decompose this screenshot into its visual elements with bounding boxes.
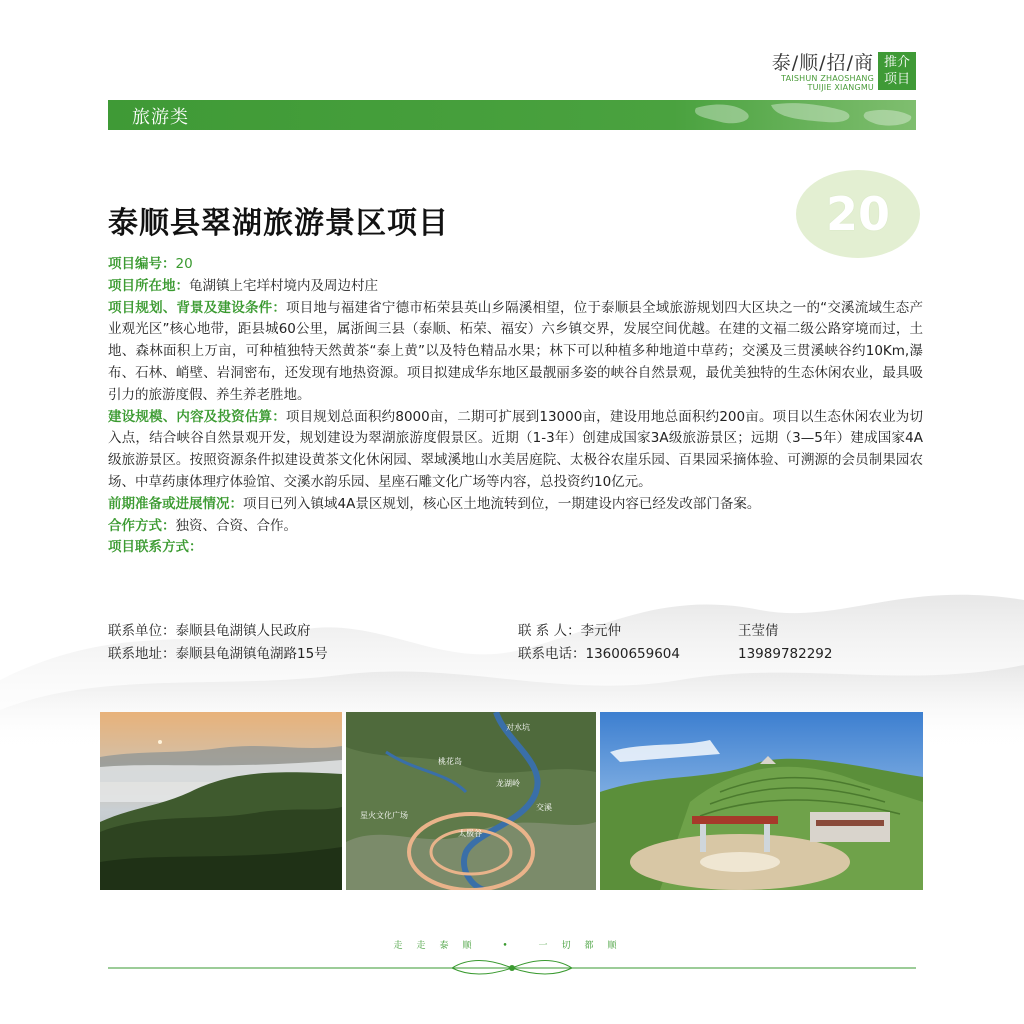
field-cooperation: 合作方式：独资、合资、合作。 <box>108 517 297 534</box>
contact-person-label: 联 系 人： <box>518 623 581 639</box>
field-scale: 建设规模、内容及投资估算：项目规划总面积约8000亩，二期可扩展到13000亩，建设用地总面积约200亩。项目以生态休闲农业为切入点，结合峡谷自然景观开发，规划建设为翠湖旅游度假景区。近期（1-3年）创建成国家3A级旅游景区；远期（3—5年）建成国家4A级旅游景区。按照资源条件拟建设黄茶文化休闲园、翠域溪地山水美居庭院、太极谷农崖乐园、百果园采摘体验、可溯源的会员制果园农场、中草药康体理疗体验馆、交溪水韵乐园、星座石雕文化广场等内容，总投资约10亿元。 <box>108 408 923 490</box>
brand-title: 泰/顺/招/商 <box>771 52 874 74</box>
contact-address: 联系地址：泰顺县龟湖镇龟湖路15号 <box>108 646 328 662</box>
project-details <box>108 254 923 559</box>
contact-block <box>108 620 923 666</box>
brand-header <box>772 52 916 92</box>
photo-tea-hill-plaza <box>600 712 923 890</box>
map-label-2: 桃花岛 <box>438 757 462 766</box>
photo-aerial-site-map <box>346 712 596 890</box>
project-number-badge: 20 <box>796 170 920 258</box>
map-label-3: 龙湖岭 <box>496 779 520 788</box>
category-bar <box>108 100 916 130</box>
map-label-5: 太极谷 <box>458 829 482 838</box>
world-map-icon <box>676 100 916 130</box>
field-number: 项目编号：20 <box>108 256 193 272</box>
photo-strip <box>100 712 923 890</box>
map-label-6: 交溪 <box>536 803 552 812</box>
page-title: 泰顺县翠湖旅游景区项目 <box>108 206 449 241</box>
footer-ornament-icon <box>108 956 916 978</box>
field-progress: 前期准备或进展情况：项目已列入镇域4A景区规划，核心区土地流转到位，一期建设内容已经发改部门备案。 <box>108 495 761 512</box>
footer-slogan: 走走泰顺 • 一切都顺 <box>393 941 631 951</box>
contact-phone-2: 13989782292 <box>738 646 833 662</box>
brand-badge: 推介 项目 <box>878 52 916 90</box>
field-contact-heading: 项目联系方式： <box>108 539 203 556</box>
contact-person-1: 李元仲 <box>580 623 622 639</box>
photo-sea-of-clouds <box>100 712 342 890</box>
contact-phone-label: 联系电话： <box>518 646 586 662</box>
brand-pinyin-line2: TUIJIE XIANGMU <box>807 83 874 92</box>
field-planning: 项目规划、背景及建设条件：项目地与福建省宁德市柘荣县英山乡隔溪相望，位于泰顺县全域旅游规划四大区块之一的“交溪流域生态产业观光区”核心地带，距县城60公里，属浙闽三县（泰顺、柘荣、福安）六乡镇交界，发展空间优越。在建的文福二级公路穿境而过，土地、森林面积上万亩，可种植独特天然黄茶“泰上黄”以及特色精品水果；林下可以种植多种地道中草药；交溪及三贯溪峡谷约10Km,瀑布、石林、峭壁、岩洞密布，还发现有地热资源。项目拟建成华东地区最靓丽多姿的峡谷自然景观，最优美独特的生态休闲农业，最具吸引力的旅游度假、养生养老胜地。 <box>108 299 924 403</box>
contact-phone-1: 13600659604 <box>585 646 680 662</box>
contact-person-2: 王莹倩 <box>738 623 779 639</box>
category-label: 旅游类 <box>132 107 189 128</box>
field-location: 项目所在地：龟湖镇上宅垟村境内及周边村庄 <box>108 277 378 294</box>
map-label-1: 对水坑 <box>506 723 530 732</box>
brand-pinyin-line1: TAISHUN ZHAOSHANG <box>781 74 874 83</box>
map-label-4: 星火文化广场 <box>360 811 408 820</box>
contact-unit: 联系单位：泰顺县龟湖镇人民政府 <box>108 623 311 639</box>
